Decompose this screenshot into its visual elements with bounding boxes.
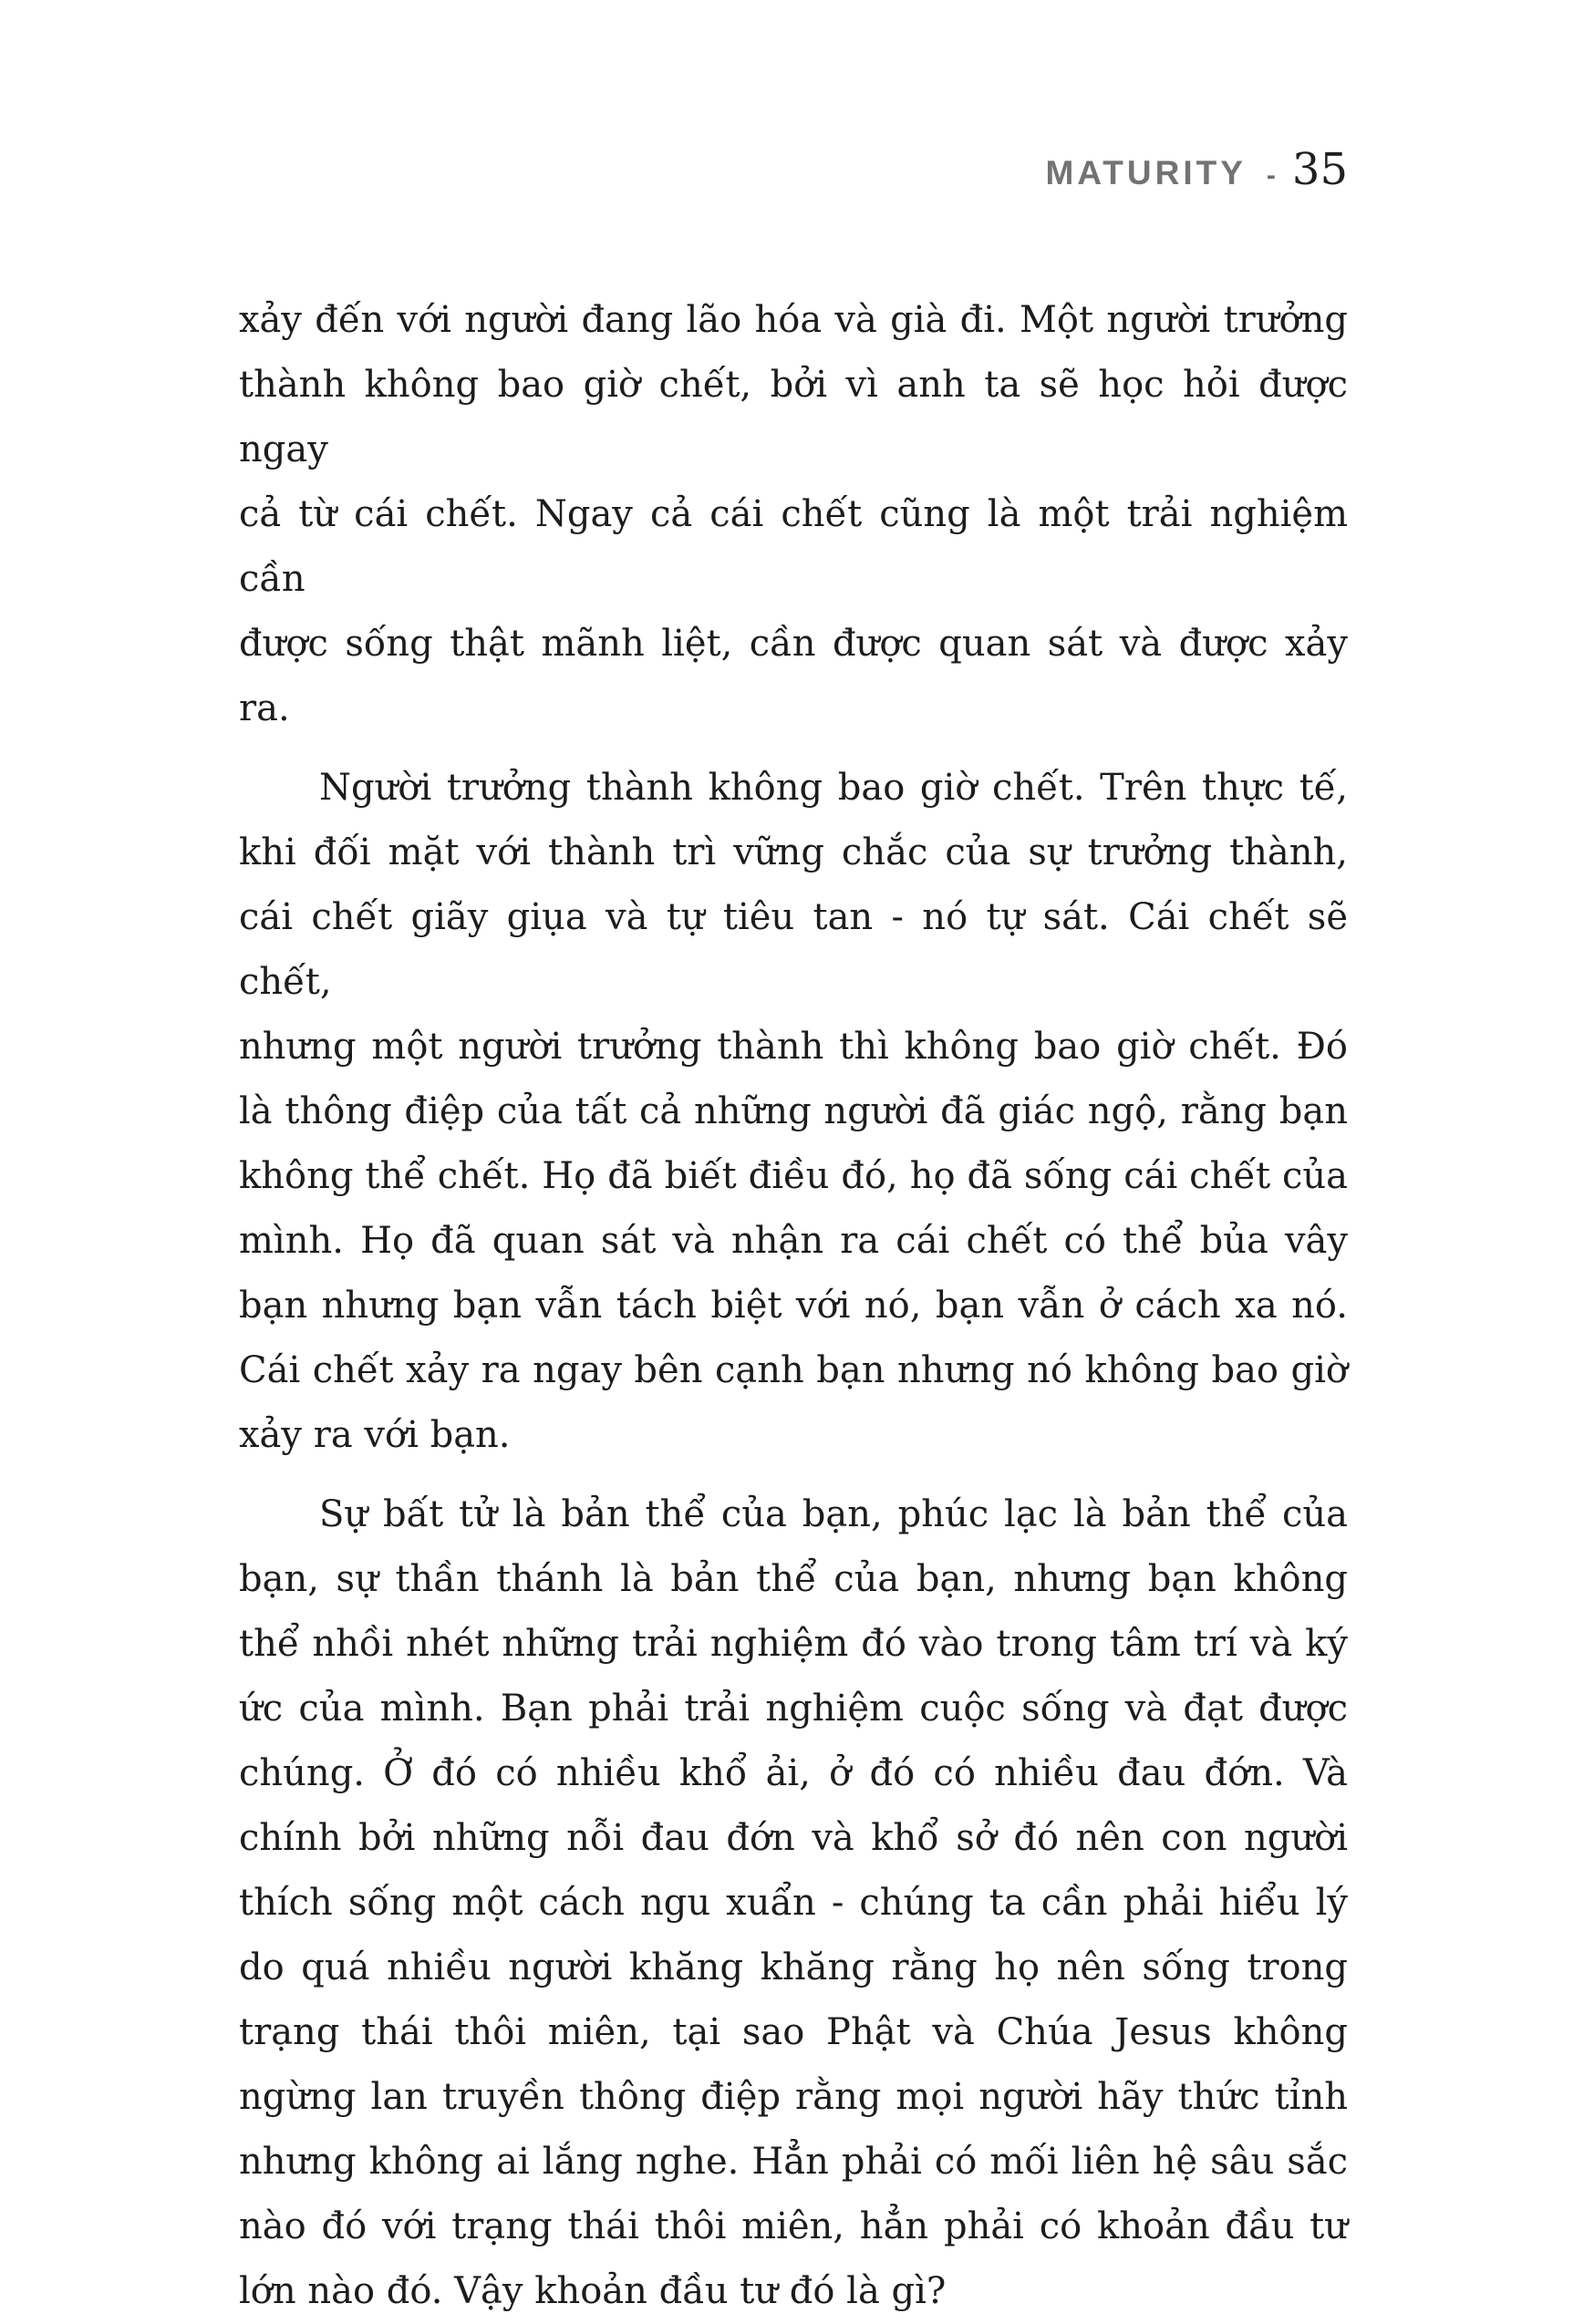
text-line: xảy ra với bạn. <box>239 1414 511 1456</box>
text-line: bạn nhưng bạn vẫn tách biệt với nó, bạn vẫn ở cách xa nó. <box>239 1285 1348 1327</box>
text-line: khi đối mặt với thành trì vững chắc của sự trưởng thành, <box>239 831 1348 873</box>
running-header-title: MATURITY <box>1045 154 1247 191</box>
body-text-block <box>239 288 1348 2324</box>
paragraph-3 <box>239 1482 1348 2324</box>
running-header <box>1046 144 1348 195</box>
text-line: thích sống một cách ngu xuẩn - chúng ta cần phải hiểu lý <box>239 1882 1348 1924</box>
text-line: lớn nào đó. Vậy khoản đầu tư đó là gì? <box>239 2270 947 2312</box>
text-line: chính bởi những nỗi đau đớn và khổ sở đó nên con người <box>239 1817 1348 1859</box>
text-line: thể nhồi nhét những trải nghiệm đó vào trong tâm trí và ký <box>239 1623 1348 1665</box>
text-line: được sống thật mãnh liệt, cần được quan sát và được xảy ra. <box>239 623 1348 729</box>
text-line: ức của mình. Bạn phải trải nghiệm cuộc sống và đạt được <box>239 1688 1348 1730</box>
paragraph-1 <box>239 288 1348 741</box>
text-line: Sự bất tử là bản thể của bạn, phúc lạc là bản thể của <box>319 1493 1348 1535</box>
text-line: Người trưởng thành không bao giờ chết. Trên thực tế, <box>319 767 1348 809</box>
text-line: ngừng lan truyền thông điệp rằng mọi người hãy thức tỉnh <box>239 2076 1348 2118</box>
text-line: nào đó với trạng thái thôi miên, hẳn phải có khoản đầu tư <box>239 2205 1348 2247</box>
page-number: 35 <box>1291 144 1348 195</box>
text-line: thành không bao giờ chết, bởi vì anh ta sẽ học hỏi được ngay <box>239 364 1348 470</box>
text-line: Cái chết xảy ra ngay bên cạnh bạn nhưng nó không bao giờ <box>239 1349 1348 1391</box>
text-line: nhưng không ai lắng nghe. Hẳn phải có mối liên hệ sâu sắc <box>239 2141 1348 2183</box>
text-line: xảy đến với người đang lão hóa và già đi. Một người trưởng <box>239 299 1348 341</box>
text-line: chúng. Ở đó có nhiều khổ ải, ở đó có nhiều đau đớn. Và <box>239 1752 1348 1794</box>
text-line: bạn, sự thần thánh là bản thể của bạn, nhưng bạn không <box>239 1558 1348 1600</box>
text-line: cái chết giãy giụa và tự tiêu tan - nó tự sát. Cái chết sẽ chết, <box>239 896 1348 1003</box>
text-line: trạng thái thôi miên, tại sao Phật và Chúa Jesus không <box>239 2011 1348 2053</box>
paragraph-2 <box>239 756 1348 1468</box>
text-line: là thông điệp của tất cả những người đã giác ngộ, rằng bạn <box>239 1090 1348 1132</box>
running-header-separator: - <box>1266 160 1276 191</box>
text-line: cả từ cái chết. Ngay cả cái chết cũng là một trải nghiệm cần <box>239 493 1348 600</box>
text-line: nhưng một người trưởng thành thì không bao giờ chết. Đó <box>239 1026 1348 1068</box>
text-line: mình. Họ đã quan sát và nhận ra cái chết có thể bủa vây <box>239 1220 1348 1262</box>
text-line: không thể chết. Họ đã biết điều đó, họ đã sống cái chết của <box>239 1155 1348 1197</box>
text-line: do quá nhiều người khăng khăng rằng họ nên sống trong <box>239 1947 1348 1988</box>
